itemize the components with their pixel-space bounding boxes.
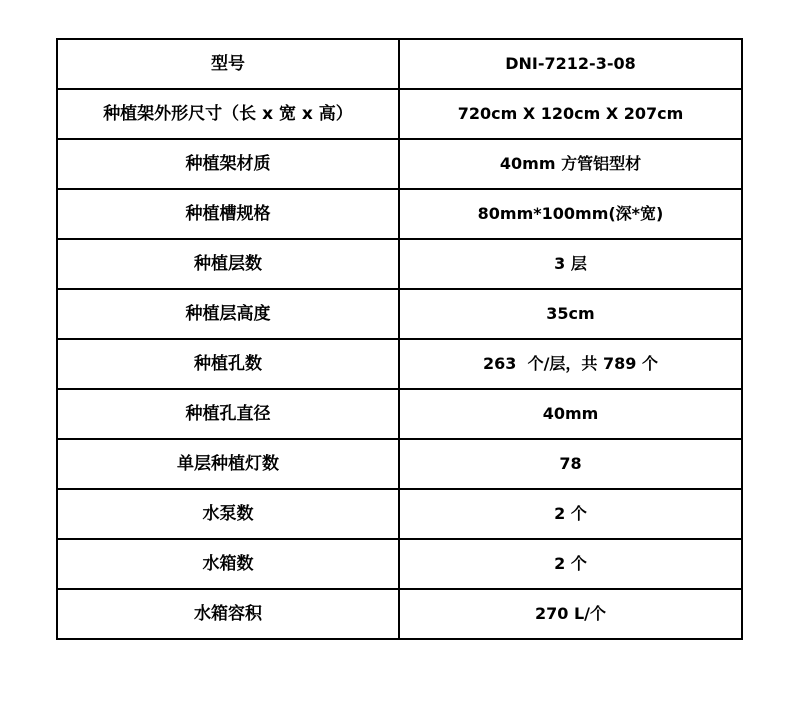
spec-table [56,38,743,640]
table-row [57,139,742,189]
table-row [57,289,742,339]
row-value-dimensions: 720cm X 120cm X 207cm [399,89,742,139]
table-row [57,239,742,289]
row-label-tank-count: 水箱数 [57,539,399,589]
row-value-material: 40mm 方管铝型材 [399,139,742,189]
table-row [57,189,742,239]
table-row [57,439,742,489]
row-label-layer-height: 种植层高度 [57,289,399,339]
row-label-pump-count: 水泵数 [57,489,399,539]
row-label-model: 型号 [57,39,399,89]
row-label-dimensions: 种植架外形尺寸（长 x 宽 x 高） [57,89,399,139]
row-value-hole-count: 263 个/层，共 789 个 [399,339,742,389]
row-label-trough-spec: 种植槽规格 [57,189,399,239]
row-value-hole-diameter: 40mm [399,389,742,439]
row-value-trough-spec: 80mm*100mm(深*宽) [399,189,742,239]
table-row [57,489,742,539]
row-label-hole-count: 种植孔数 [57,339,399,389]
row-value-tank-volume: 270 L/个 [399,589,742,639]
row-label-material: 种植架材质 [57,139,399,189]
row-label-layer-count: 种植层数 [57,239,399,289]
table-row [57,589,742,639]
row-value-layer-height: 35cm [399,289,742,339]
row-label-hole-diameter: 种植孔直径 [57,389,399,439]
table-row [57,39,742,89]
row-label-lamp-count: 单层种植灯数 [57,439,399,489]
table-row [57,389,742,439]
table-row [57,339,742,389]
table-row [57,539,742,589]
row-value-lamp-count: 78 [399,439,742,489]
row-value-layer-count: 3 层 [399,239,742,289]
row-value-tank-count: 2 个 [399,539,742,589]
row-value-pump-count: 2 个 [399,489,742,539]
row-label-tank-volume: 水箱容积 [57,589,399,639]
row-value-model: DNI-7212-3-08 [399,39,742,89]
table-row [57,89,742,139]
